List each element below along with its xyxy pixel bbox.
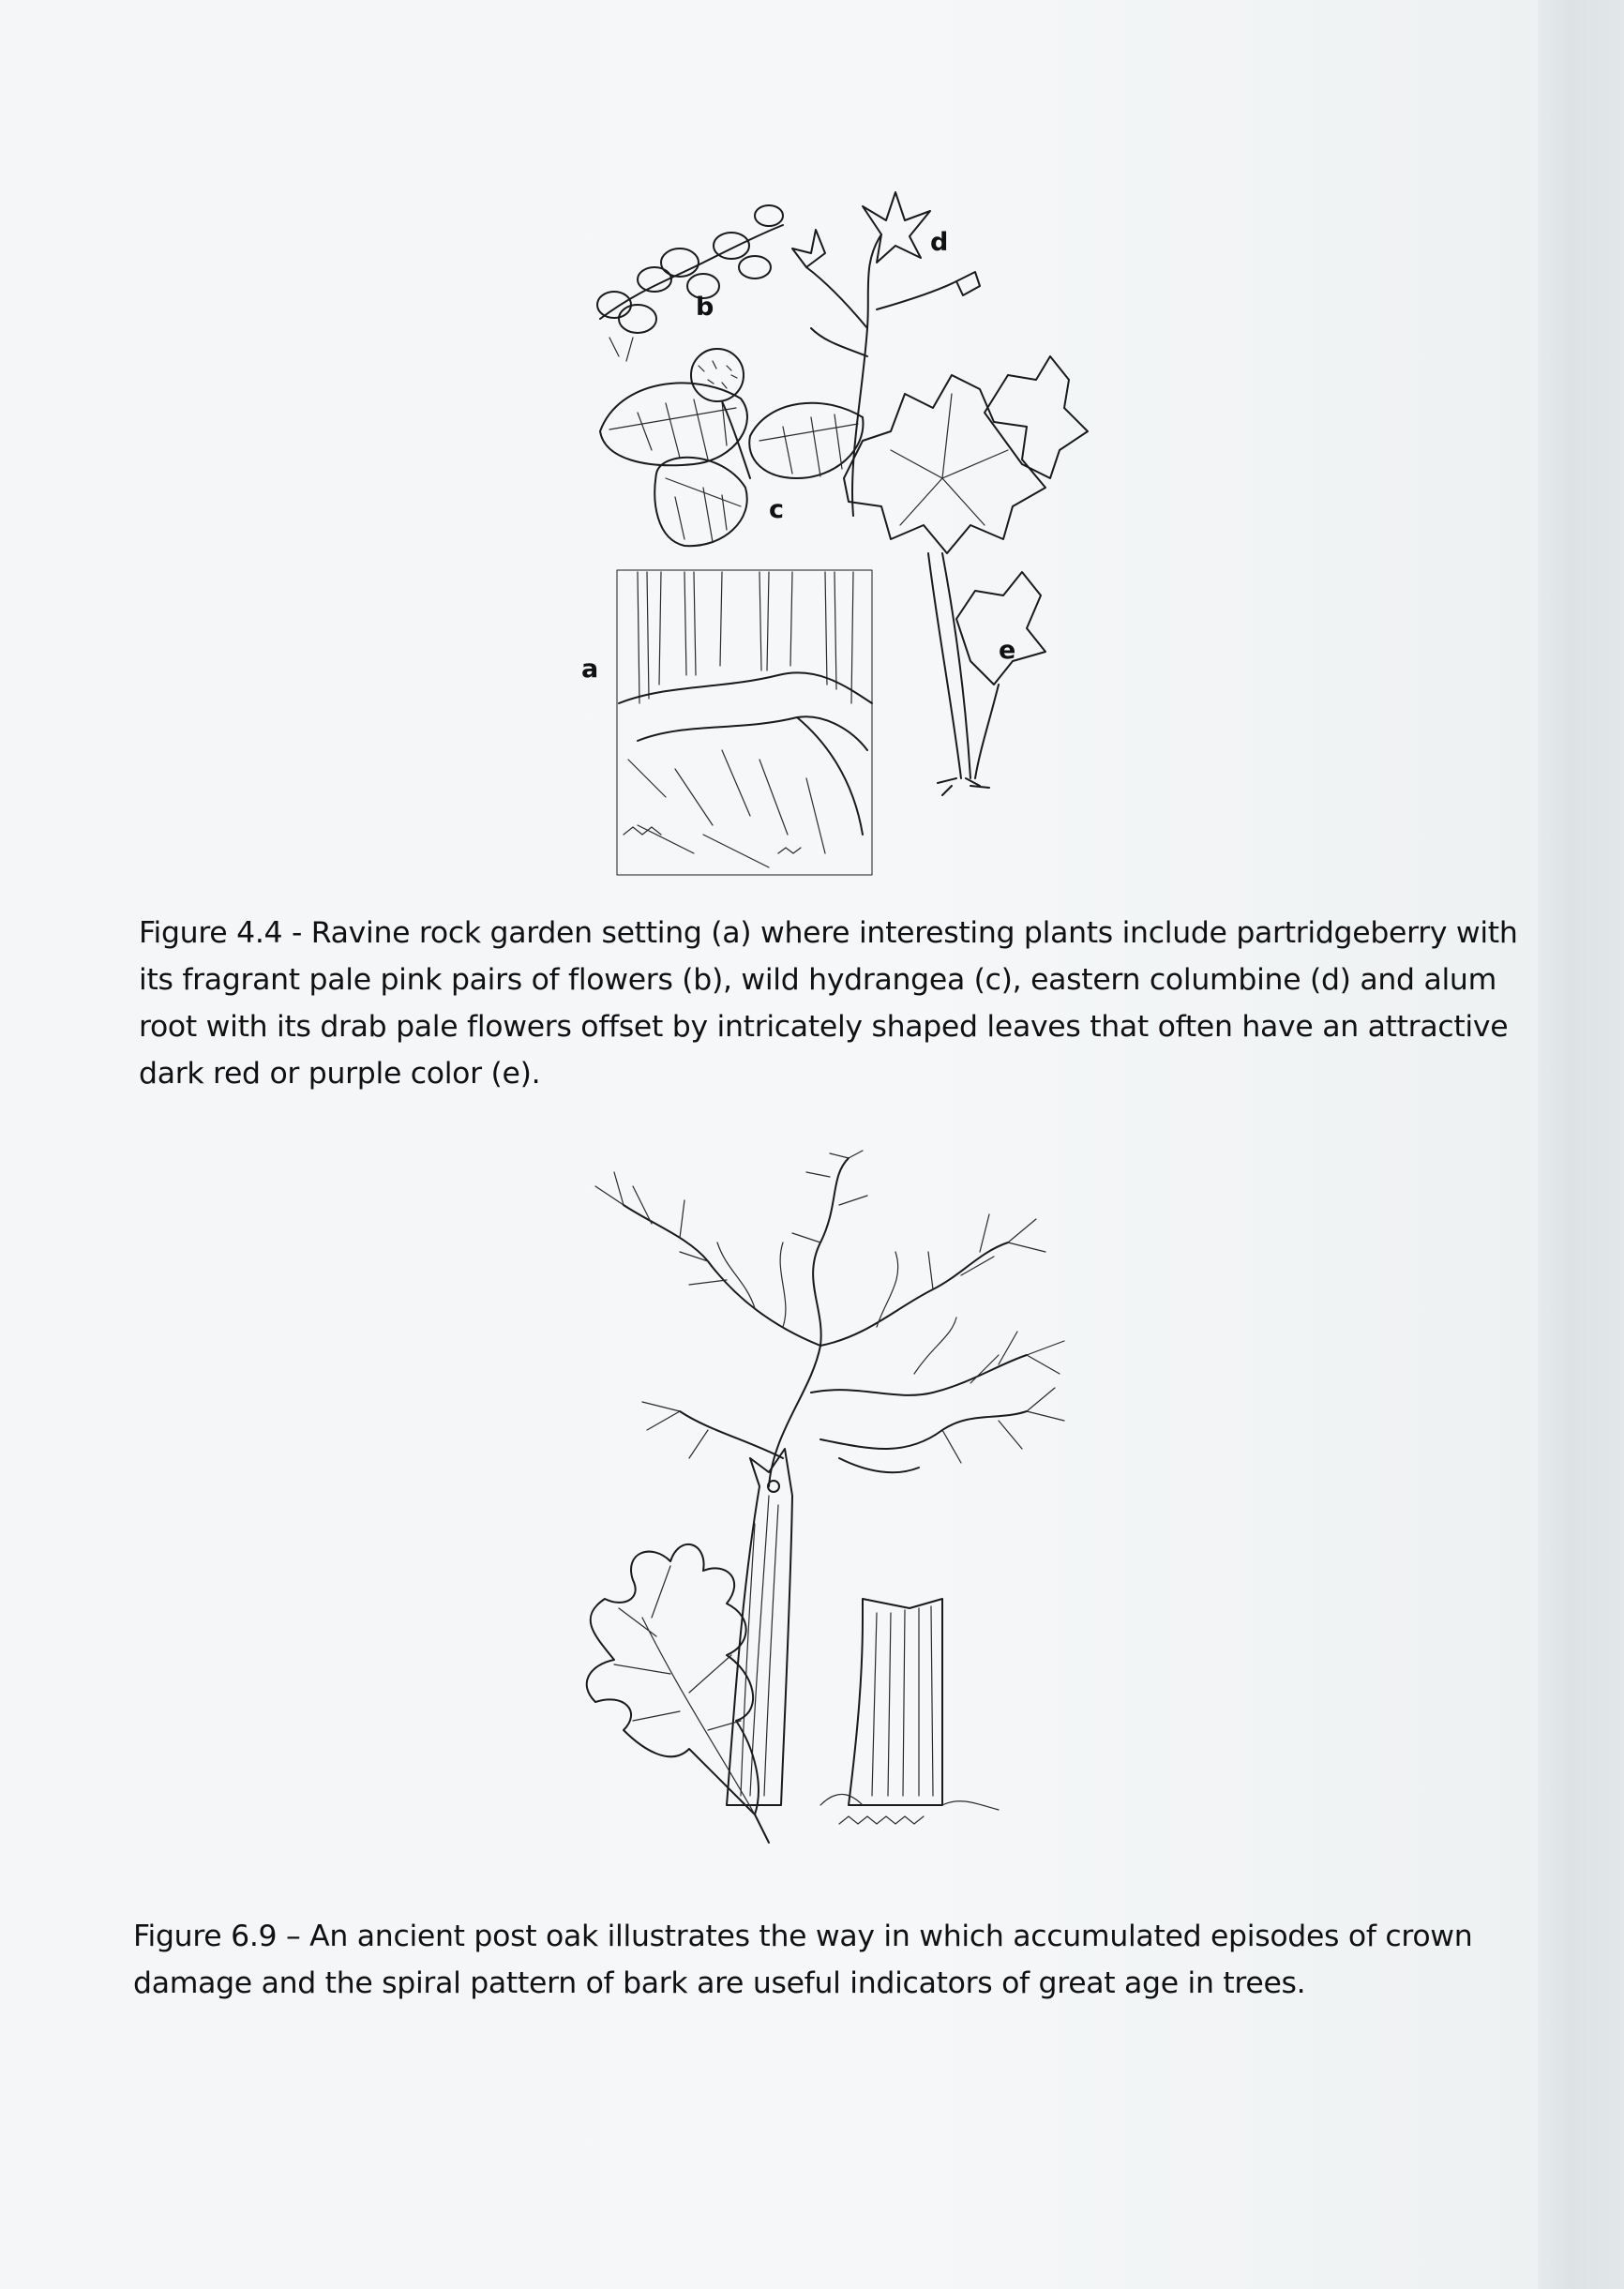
plant-drawings: [581, 178, 1106, 900]
label-d: d: [930, 228, 949, 257]
post-oak-drawing: [539, 1149, 1102, 1890]
oak-crown-drawing: [595, 1151, 1064, 1486]
label-e: e: [999, 636, 1016, 665]
figure-6-9-caption: [133, 1913, 1493, 2007]
oak-leaf-drawing: [587, 1544, 769, 1843]
oak-trunk-drawing: [727, 1449, 999, 1824]
figure-4-4-illustration: [581, 178, 1106, 900]
label-c: c: [769, 495, 785, 524]
hydrangea-drawing: [600, 349, 863, 546]
caption-line: Figure 4.4 - Ravine rock garden setting (a) where interesting plants include partridgeberry with: [139, 916, 1518, 950]
label-b: b: [696, 293, 714, 322]
label-a: a: [581, 655, 599, 684]
columbine-drawing: [792, 192, 980, 516]
scan-edge: [1538, 0, 1624, 2289]
caption-line: Figure 6.9 – An ancient post oak illustrates the way in which accumulated episodes of crown: [133, 1920, 1473, 1953]
partridgeberry-drawing: [597, 205, 783, 361]
figure-4-4-caption: [139, 910, 1518, 1097]
ravine-scene-drawing: [617, 570, 872, 875]
caption-line: dark red or purple color (e).: [139, 1057, 541, 1091]
alum-root-drawing: [844, 356, 1088, 795]
caption-line: its fragrant pale pink pairs of flowers (b), wild hydrangea (c), eastern columbine (d) and alum: [139, 963, 1496, 997]
caption-line: damage and the spiral pattern of bark are useful indicators of great age in trees.: [133, 1966, 1306, 2000]
figure-6-9-illustration: [539, 1149, 1102, 1890]
caption-line: root with its drab pale flowers offset by intricately shaped leaves that often have an attractive: [139, 1010, 1509, 1044]
